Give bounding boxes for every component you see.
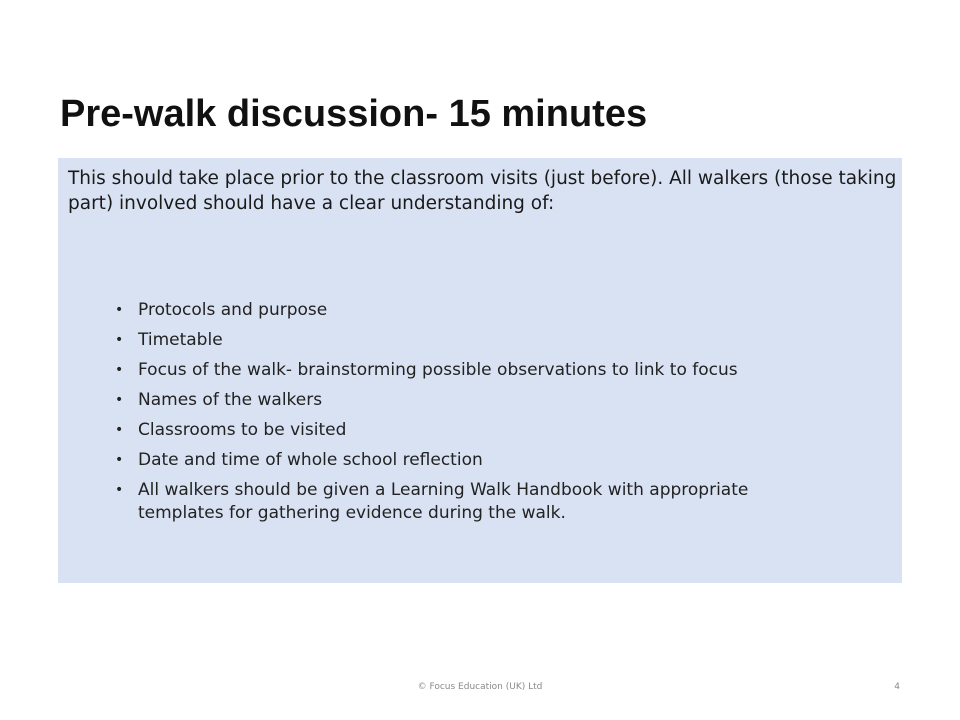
intro-text: This should take place prior to the classroom visits (just before). All walkers (those taking part) involved should have a clear understanding of: xyxy=(68,168,897,214)
bullet-icon: • xyxy=(115,482,124,498)
bullet-icon: • xyxy=(115,422,124,438)
copyright-footer: © Focus Education (UK) Ltd xyxy=(417,682,543,692)
bullet-text: Focus of the walk- brainstorming possible observations to link to focus xyxy=(138,360,738,380)
bullet-icon: • xyxy=(115,362,124,378)
bullet-text: Classrooms to be visited xyxy=(138,420,347,440)
bullet-list xyxy=(113,299,833,532)
bullet-text: Protocols and purpose xyxy=(138,300,328,320)
footer xyxy=(0,680,960,694)
bullet-icon: • xyxy=(115,452,124,468)
bullet-item xyxy=(113,449,833,472)
bullet-item xyxy=(113,419,833,442)
bullet-text: Date and time of whole school reflection xyxy=(138,450,483,470)
bullet-text: All walkers should be given a Learning Walk Handbook with appropriate templates for gathering evidence during the walk. xyxy=(138,480,749,523)
bullet-text: Names of the walkers xyxy=(138,390,323,410)
bullet-item xyxy=(113,479,833,525)
bullet-item xyxy=(113,329,833,352)
bullet-icon: • xyxy=(115,302,124,318)
bullet-item xyxy=(113,359,833,382)
content-box xyxy=(58,158,902,583)
bullet-item xyxy=(113,389,833,412)
bullet-item xyxy=(113,299,833,322)
bullet-icon: • xyxy=(115,332,124,348)
bullet-icon: • xyxy=(115,392,124,408)
bullet-text: Timetable xyxy=(138,330,223,350)
slide-title: Pre-walk discussion- 15 minutes xyxy=(60,93,648,135)
page-number: 4 xyxy=(894,682,900,692)
